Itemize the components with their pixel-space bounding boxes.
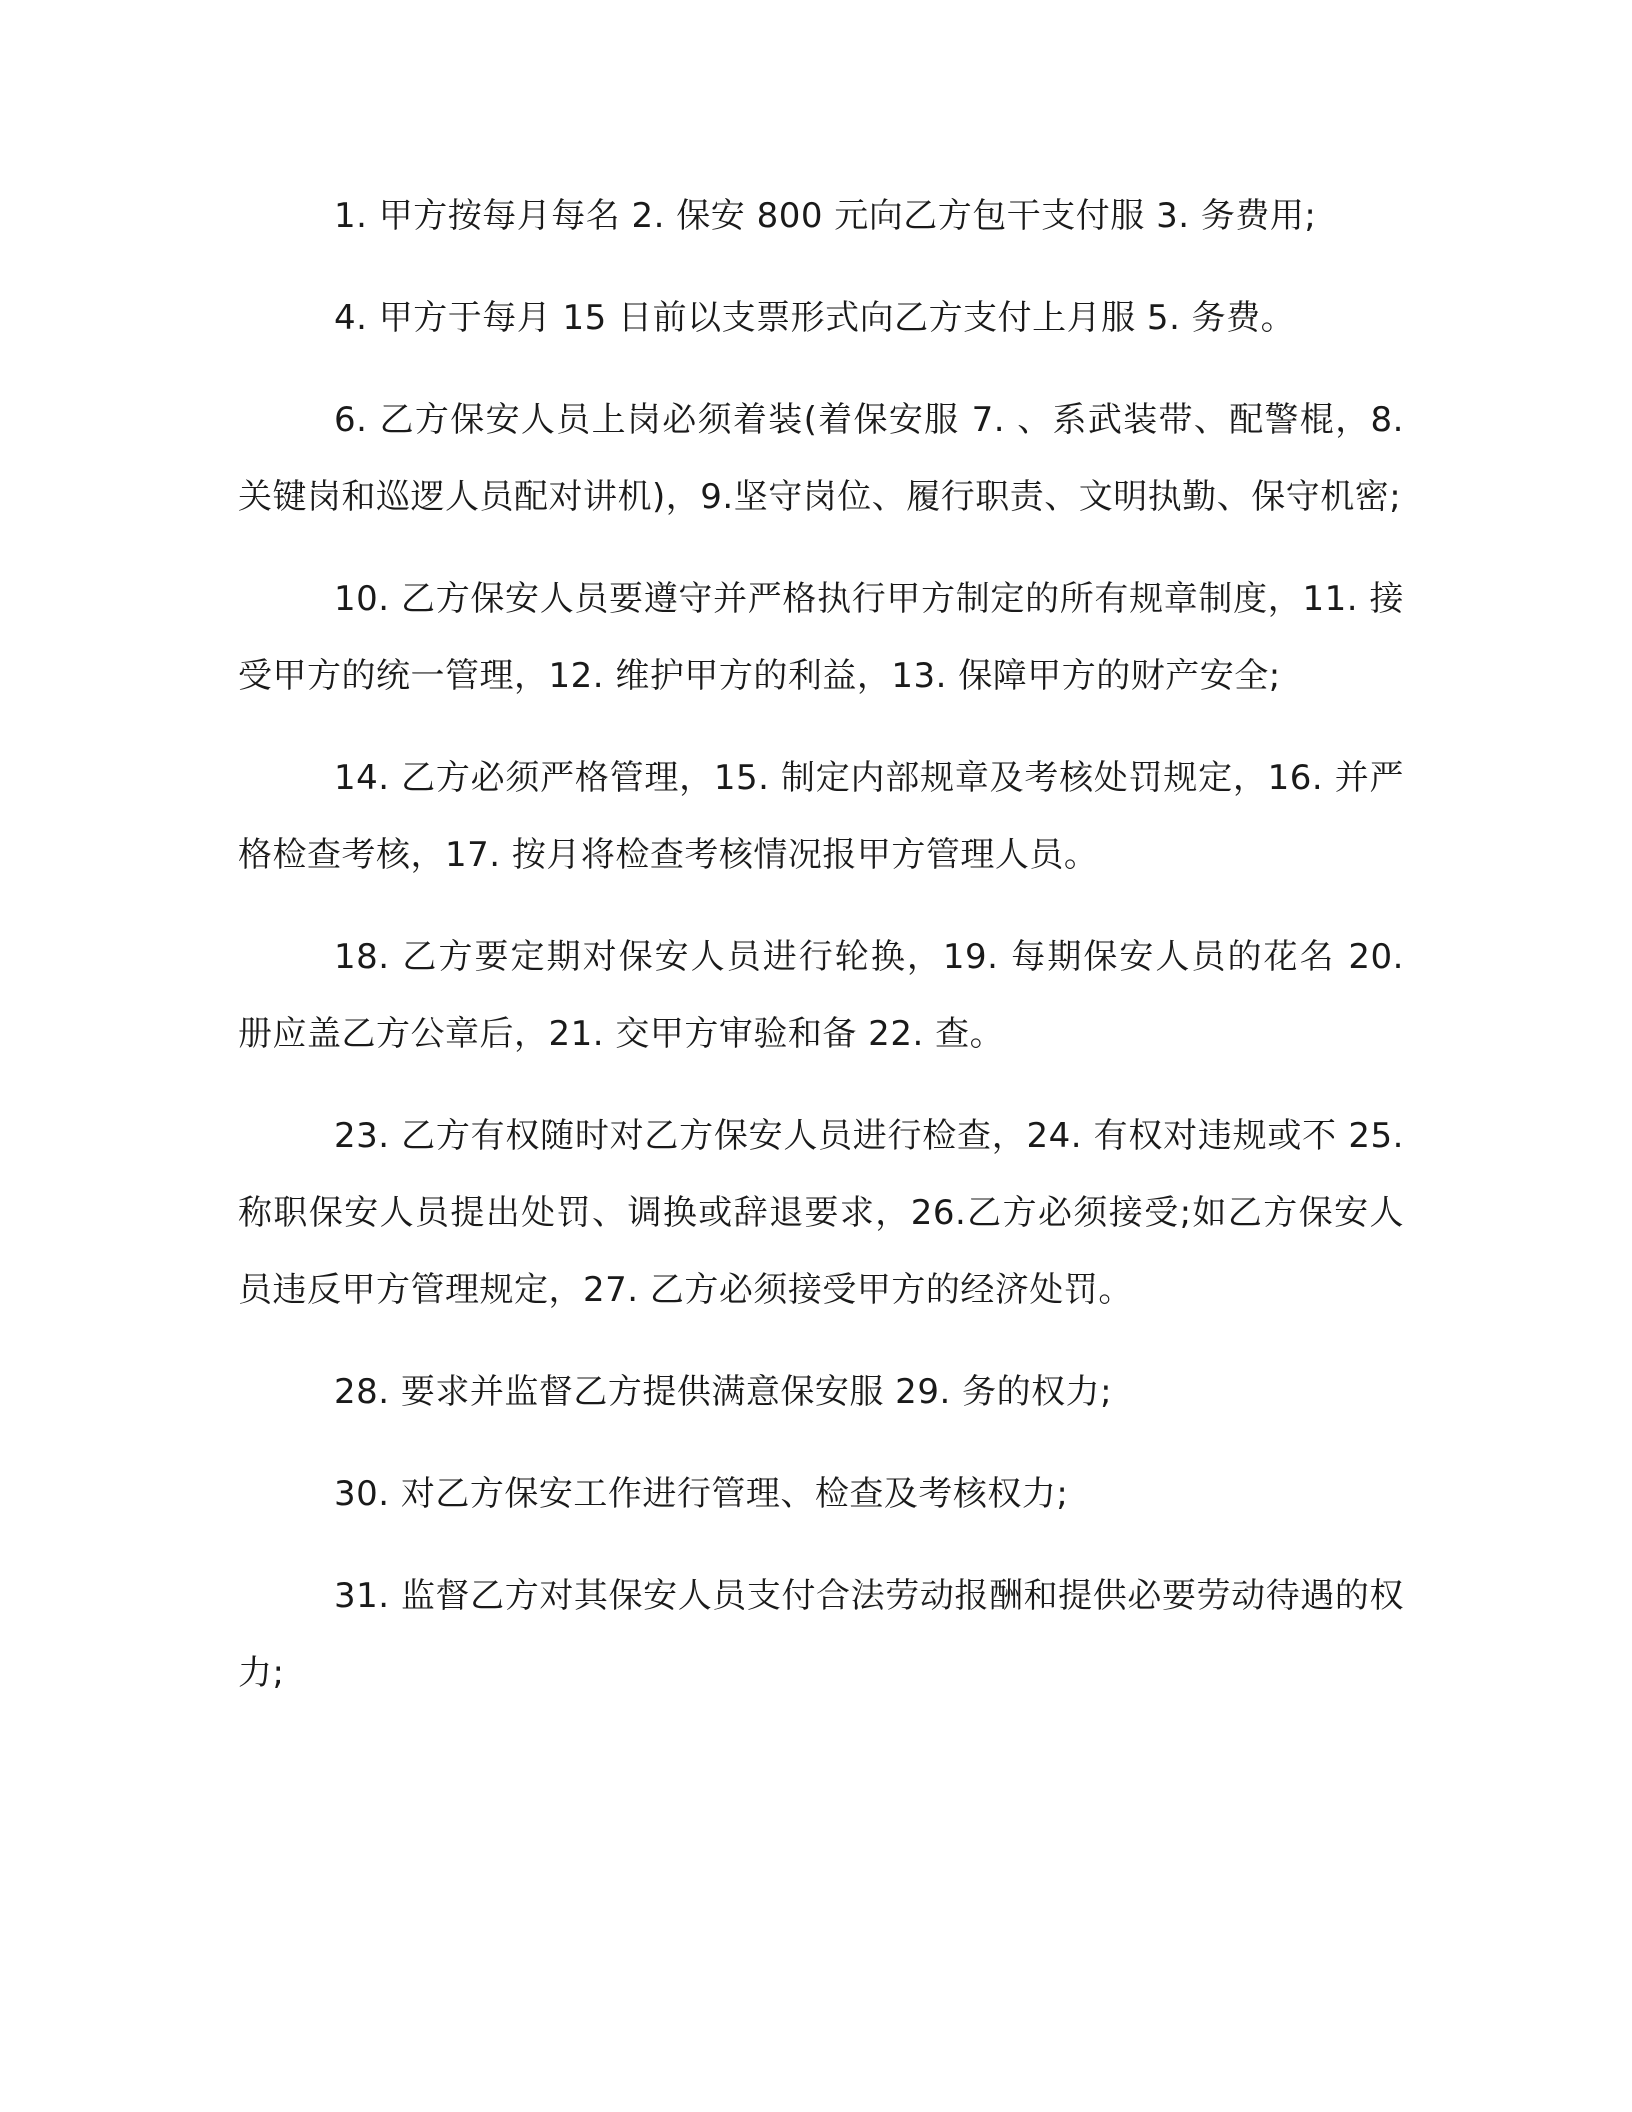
- paragraph-service-supervision: 28. 要求并监督乙方提供满意保安服 29. 务的权力;: [334, 1372, 1113, 1412]
- document-body: [238, 178, 1404, 1737]
- paragraph-labor-rights: 31. 监督乙方对其保安人员支付合法劳动报酬和提供必要劳动待遇的权力;: [238, 1576, 1404, 1693]
- paragraph-payment-date: 4. 甲方于每月 15 日前以支票形式向乙方支付上月服 5. 务费。: [334, 298, 1296, 338]
- paragraph-uniform-duties: 6. 乙方保安人员上岗必须着装(着保安服 7. 、系武装带、配警棍，8. 关键岗和巡逻人员配对讲机)，9.坚守岗位、履行职责、文明执勤、保守机密;: [238, 400, 1404, 517]
- paragraph-management-rights: 30. 对乙方保安工作进行管理、检查及考核权力;: [334, 1474, 1069, 1514]
- paragraph-rules-compliance: 10. 乙方保安人员要遵守并严格执行甲方制定的所有规章制度，11. 接受甲方的统一管理，12. 维护甲方的利益，13. 保障甲方的财产安全;: [238, 579, 1404, 696]
- paragraph-fee-rate: 1. 甲方按每月每名 2. 保安 800 元向乙方包干支付服 3. 务费用;: [334, 196, 1317, 236]
- paragraph-rotation: 18. 乙方要定期对保安人员进行轮换，19. 每期保安人员的花名 20. 册应盖乙方公章后，21. 交甲方审验和备 22. 查。: [238, 937, 1404, 1054]
- paragraph-internal-management: 14. 乙方必须严格管理，15. 制定内部规章及考核处罚规定，16. 并严格检查考核，17. 按月将检查考核情况报甲方管理人员。: [238, 758, 1404, 875]
- paragraph-inspection-penalty: 23. 乙方有权随时对乙方保安人员进行检查，24. 有权对违规或不 25. 称职保安人员提出处罚、调换或辞退要求，26.乙方必须接受;如乙方保安人员违反甲方管理规定，27. 乙方必须接受甲方的经济处罚。: [238, 1116, 1404, 1310]
